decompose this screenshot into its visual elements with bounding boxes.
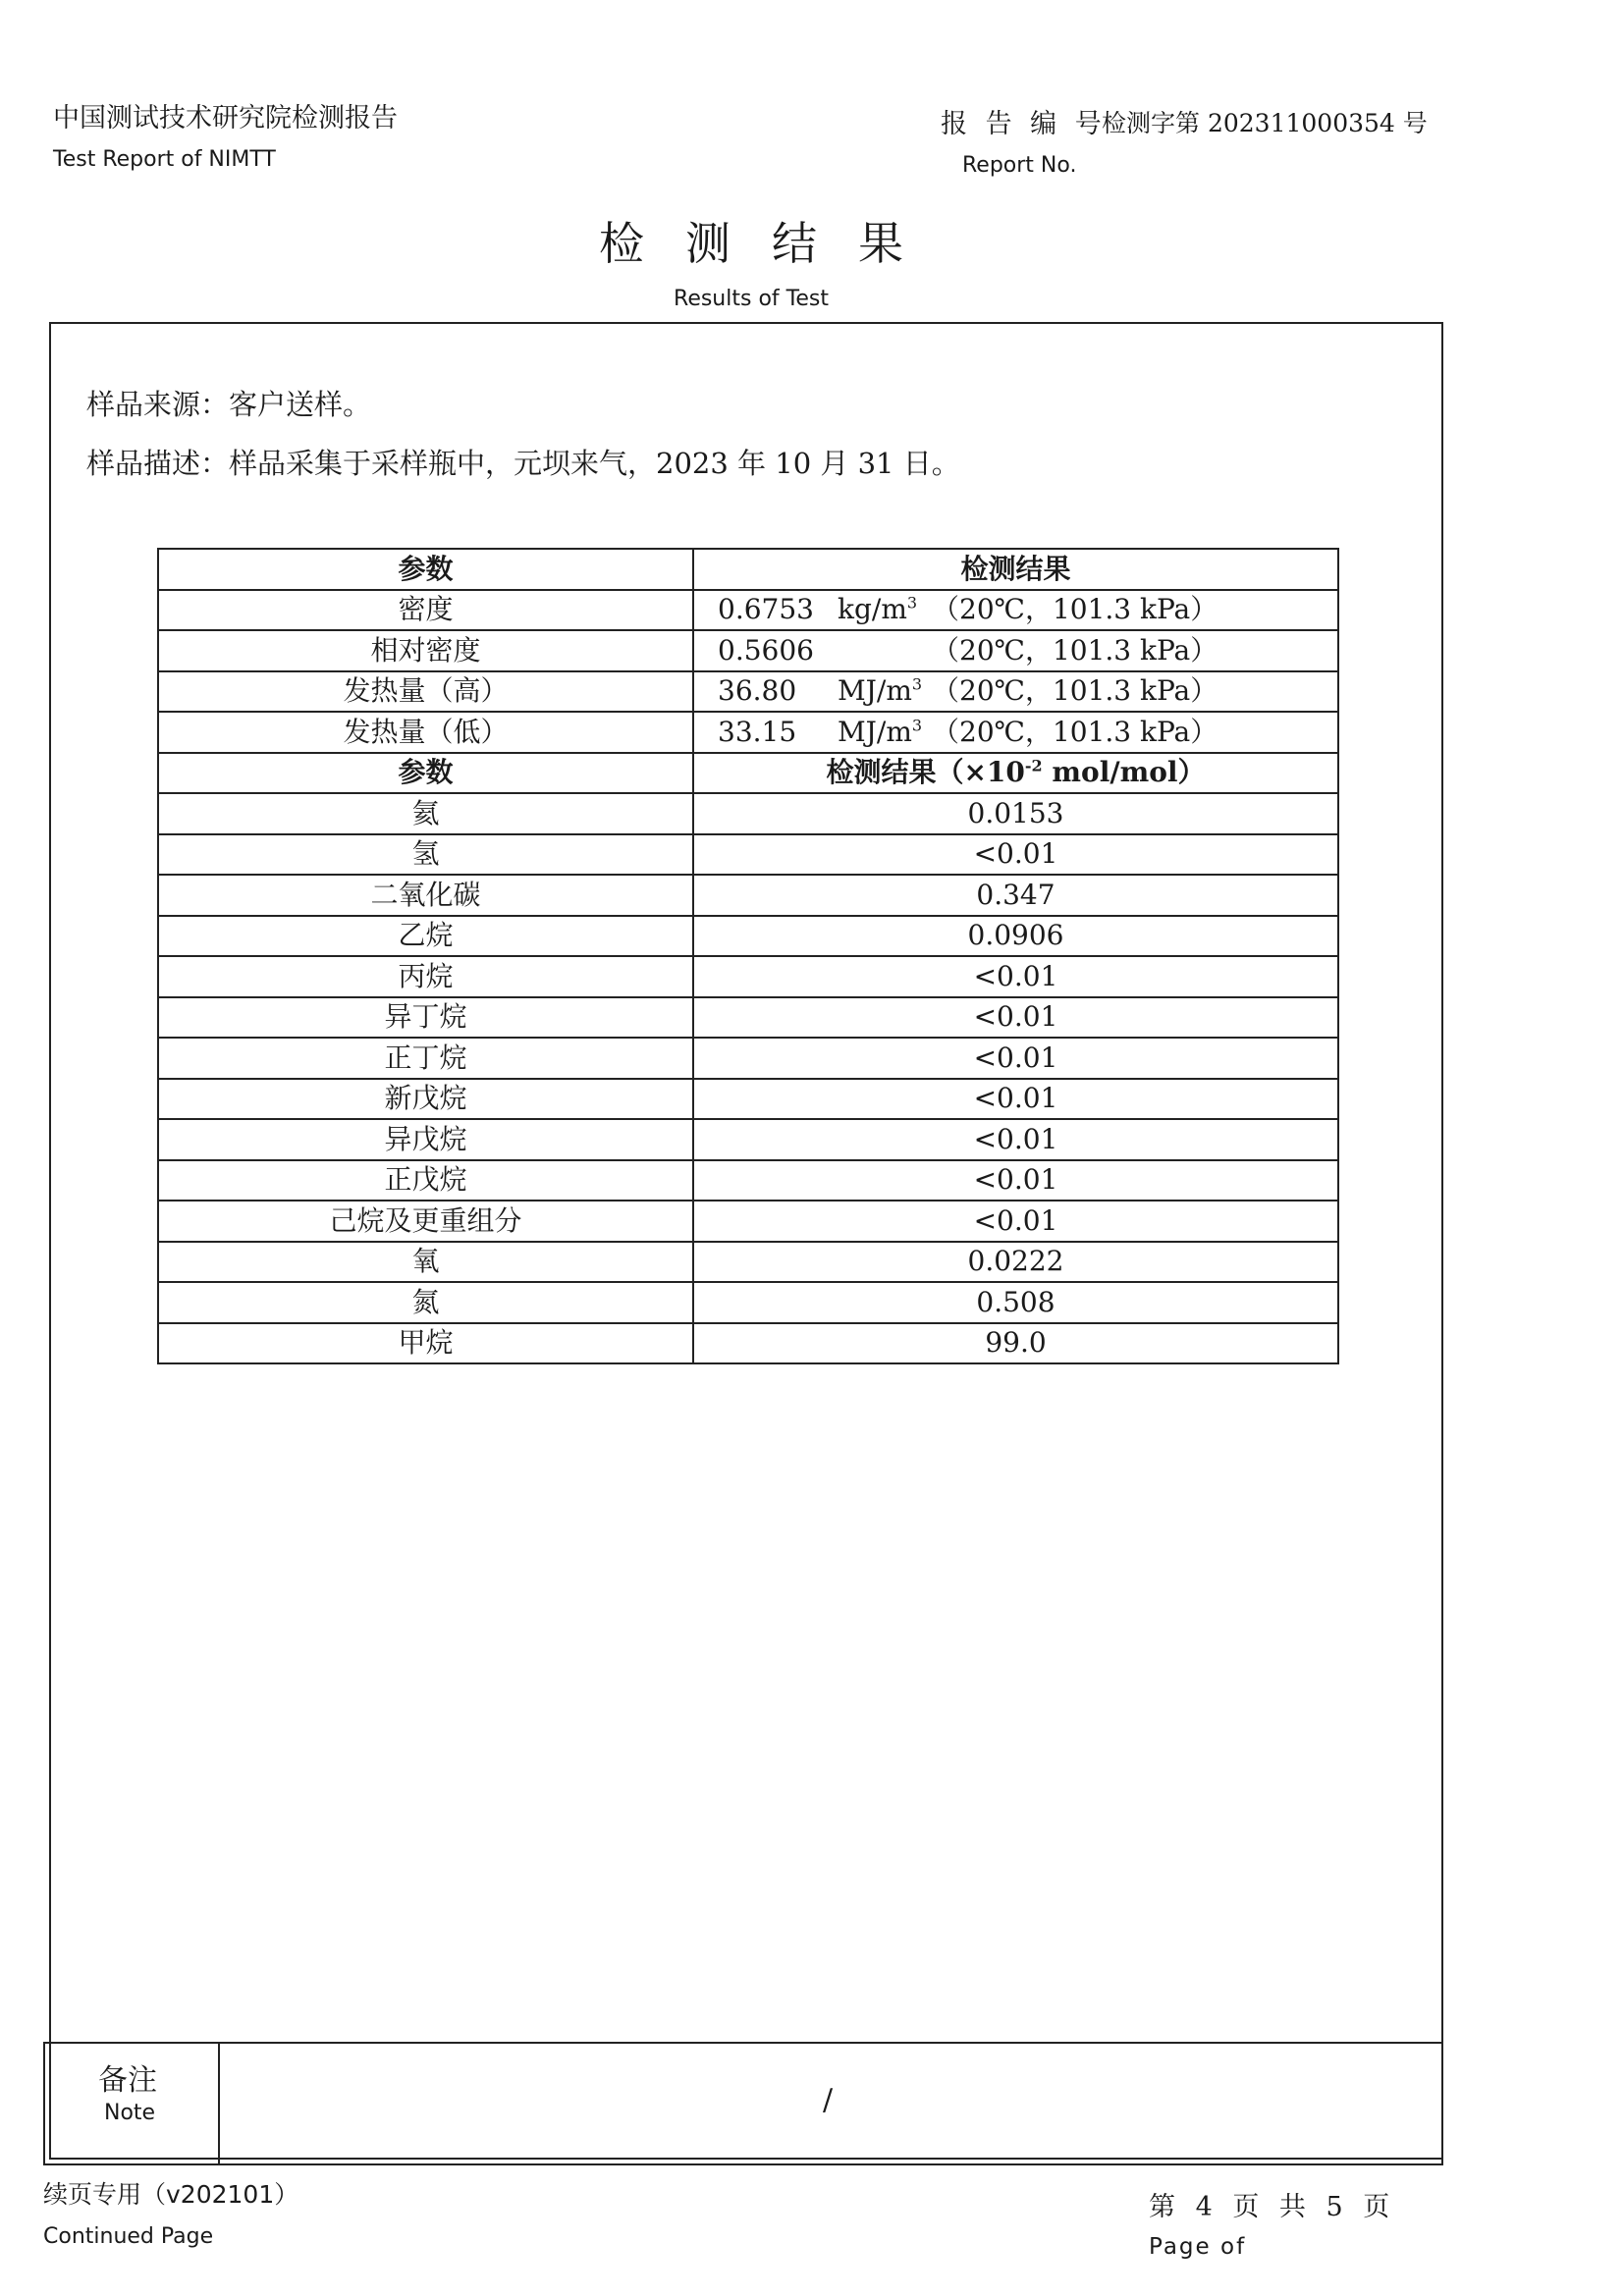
org-name-cn: 中国测试技术研究院检测报告 (53, 103, 398, 133)
param-name: 氮 (411, 1285, 440, 1318)
result-value: 99.0 (985, 1326, 1047, 1360)
result-value: <0.01 (973, 1203, 1058, 1237)
result-value: 33.15 (718, 715, 797, 748)
param-cell (158, 875, 693, 916)
param-name: 正丁烷 (384, 1041, 467, 1074)
table-row (158, 1038, 1338, 1079)
result-unit-base: MJ/m (838, 674, 912, 708)
param-name: 二氧化碳 (370, 878, 481, 911)
result-condition: （20℃，101.3 kPa） (932, 715, 1218, 748)
table-row (158, 712, 1338, 753)
param-cell (158, 1242, 693, 1283)
result-cell (693, 997, 1338, 1039)
table-row (158, 1323, 1338, 1364)
sample-description: 样品描述：样品采集于采样瓶中，元坝来气，2023 年 10 月 31 日。 (86, 447, 960, 480)
note-divider (218, 2044, 220, 2163)
table-header-row (158, 753, 1338, 794)
table-row (158, 916, 1338, 957)
result-value: 0.347 (976, 878, 1056, 911)
result-unit (838, 674, 932, 708)
note-value: / (823, 2083, 834, 2117)
table-row (158, 1119, 1338, 1160)
param-cell (158, 590, 693, 631)
table-row (158, 590, 1338, 631)
page-number-en: Page of (1149, 2234, 1247, 2260)
note-label: 备注 (98, 2063, 157, 2098)
result-condition: （20℃，101.3 kPa） (932, 633, 1218, 667)
result-cell (693, 1160, 1338, 1201)
table-row (158, 1160, 1338, 1201)
table-row (158, 671, 1338, 713)
table-row (158, 1201, 1338, 1242)
header-result-label: 检测结果（×10 (826, 756, 1025, 789)
param-cell (158, 1323, 693, 1364)
param-name: 异戊烷 (384, 1122, 467, 1155)
result-cell (693, 1201, 1338, 1242)
continued-page-label-en: Continued Page (43, 2224, 214, 2249)
result-value: 0.6753 (718, 593, 814, 626)
header-result-cell (693, 753, 1338, 794)
result-value: <0.01 (973, 837, 1058, 871)
param-cell (158, 997, 693, 1039)
param-cell (158, 1160, 693, 1201)
param-cell (158, 1201, 693, 1242)
table-row (158, 997, 1338, 1039)
param-cell (158, 671, 693, 713)
param-name: 相对密度 (370, 633, 481, 667)
table-row (158, 1079, 1338, 1120)
table-header-row (158, 549, 1338, 590)
results-table (157, 548, 1339, 1364)
result-cell (693, 956, 1338, 997)
result-value: <0.01 (973, 1000, 1058, 1034)
result-unit-sup: 3 (906, 593, 918, 613)
result-unit-sup: 3 (911, 674, 923, 694)
param-cell (158, 630, 693, 671)
result-value: 0.0222 (967, 1245, 1064, 1278)
note-box (43, 2042, 1443, 2165)
param-name: 异丁烷 (384, 1000, 467, 1034)
header-result-label: 检测结果 (960, 552, 1071, 585)
org-name-en: Test Report of NIMTT (53, 147, 276, 172)
result-unit-sup: 3 (911, 716, 923, 735)
result-value: <0.01 (973, 1082, 1058, 1115)
header-result-cell (693, 549, 1338, 590)
note-label-en: Note (104, 2101, 156, 2125)
table-row (158, 956, 1338, 997)
report-number-label-en: Report No. (962, 153, 1077, 178)
result-cell (693, 590, 1338, 631)
result-unit (838, 593, 932, 626)
result-cell (693, 793, 1338, 834)
param-name: 氧 (411, 1245, 440, 1278)
param-name: 发热量（高） (343, 674, 509, 708)
param-cell (158, 956, 693, 997)
param-name: 密度 (398, 593, 454, 626)
param-name: 氦 (411, 796, 440, 829)
header-param-cell (158, 549, 693, 590)
result-value: <0.01 (973, 1122, 1058, 1155)
param-name: 己烷及更重组分 (329, 1203, 522, 1237)
table-row (158, 834, 1338, 876)
table-row (158, 875, 1338, 916)
continued-page-label: 续页专用（v202101） (43, 2180, 299, 2209)
result-value: 36.80 (718, 674, 797, 708)
result-value: 0.0906 (967, 919, 1064, 952)
result-cell (693, 630, 1338, 671)
page-title: 检测结果 (599, 217, 945, 270)
page-title-en: Results of Test (674, 287, 829, 311)
param-cell (158, 1038, 693, 1079)
param-cell (158, 793, 693, 834)
param-cell (158, 712, 693, 753)
result-cell (693, 1079, 1338, 1120)
header-param-cell (158, 753, 693, 794)
report-number: 检测字第 202311000354 号 (1102, 109, 1428, 137)
result-cell (693, 1323, 1338, 1364)
page-number: 第 4 页 共 5 页 (1149, 2192, 1396, 2222)
result-value: 0.0153 (967, 796, 1064, 829)
sample-source: 样品来源：客户送样。 (86, 388, 372, 421)
result-unit-base: MJ/m (838, 715, 912, 748)
param-name: 氢 (411, 837, 440, 871)
param-name: 发热量（低） (343, 715, 509, 748)
result-condition: （20℃，101.3 kPa） (932, 674, 1218, 708)
result-value: <0.01 (973, 1163, 1058, 1197)
table-row (158, 1282, 1338, 1323)
result-cell (693, 671, 1338, 713)
result-cell (693, 1282, 1338, 1323)
param-name: 新戊烷 (384, 1082, 467, 1115)
result-unit-base: kg/m (838, 593, 907, 626)
header-result-unit: mol/mol） (1042, 756, 1206, 789)
param-name: 乙烷 (398, 919, 454, 952)
param-cell (158, 1119, 693, 1160)
result-cell (693, 1242, 1338, 1283)
result-cell (693, 712, 1338, 753)
result-cell (693, 834, 1338, 876)
table-row (158, 1242, 1338, 1283)
result-value: <0.01 (973, 1041, 1058, 1074)
param-cell (158, 1079, 693, 1120)
header-param-label: 参数 (398, 756, 454, 789)
result-cell (693, 875, 1338, 916)
result-cell (693, 916, 1338, 957)
report-number-label: 报 告 编 号 (941, 109, 1107, 139)
param-name: 正戊烷 (384, 1163, 467, 1197)
table-row (158, 793, 1338, 834)
result-value: 0.5606 (718, 633, 814, 667)
result-cell (693, 1119, 1338, 1160)
result-value: <0.01 (973, 959, 1058, 992)
param-name: 甲烷 (398, 1326, 454, 1360)
header-param-label: 参数 (398, 552, 454, 585)
result-condition: （20℃，101.3 kPa） (932, 593, 1218, 626)
header-result-sup: -2 (1024, 756, 1043, 775)
table-row (158, 630, 1338, 671)
param-cell (158, 1282, 693, 1323)
result-cell (693, 1038, 1338, 1079)
param-name: 丙烷 (398, 959, 454, 992)
result-value: 0.508 (976, 1285, 1056, 1318)
param-cell (158, 834, 693, 876)
result-unit (838, 715, 932, 748)
param-cell (158, 916, 693, 957)
